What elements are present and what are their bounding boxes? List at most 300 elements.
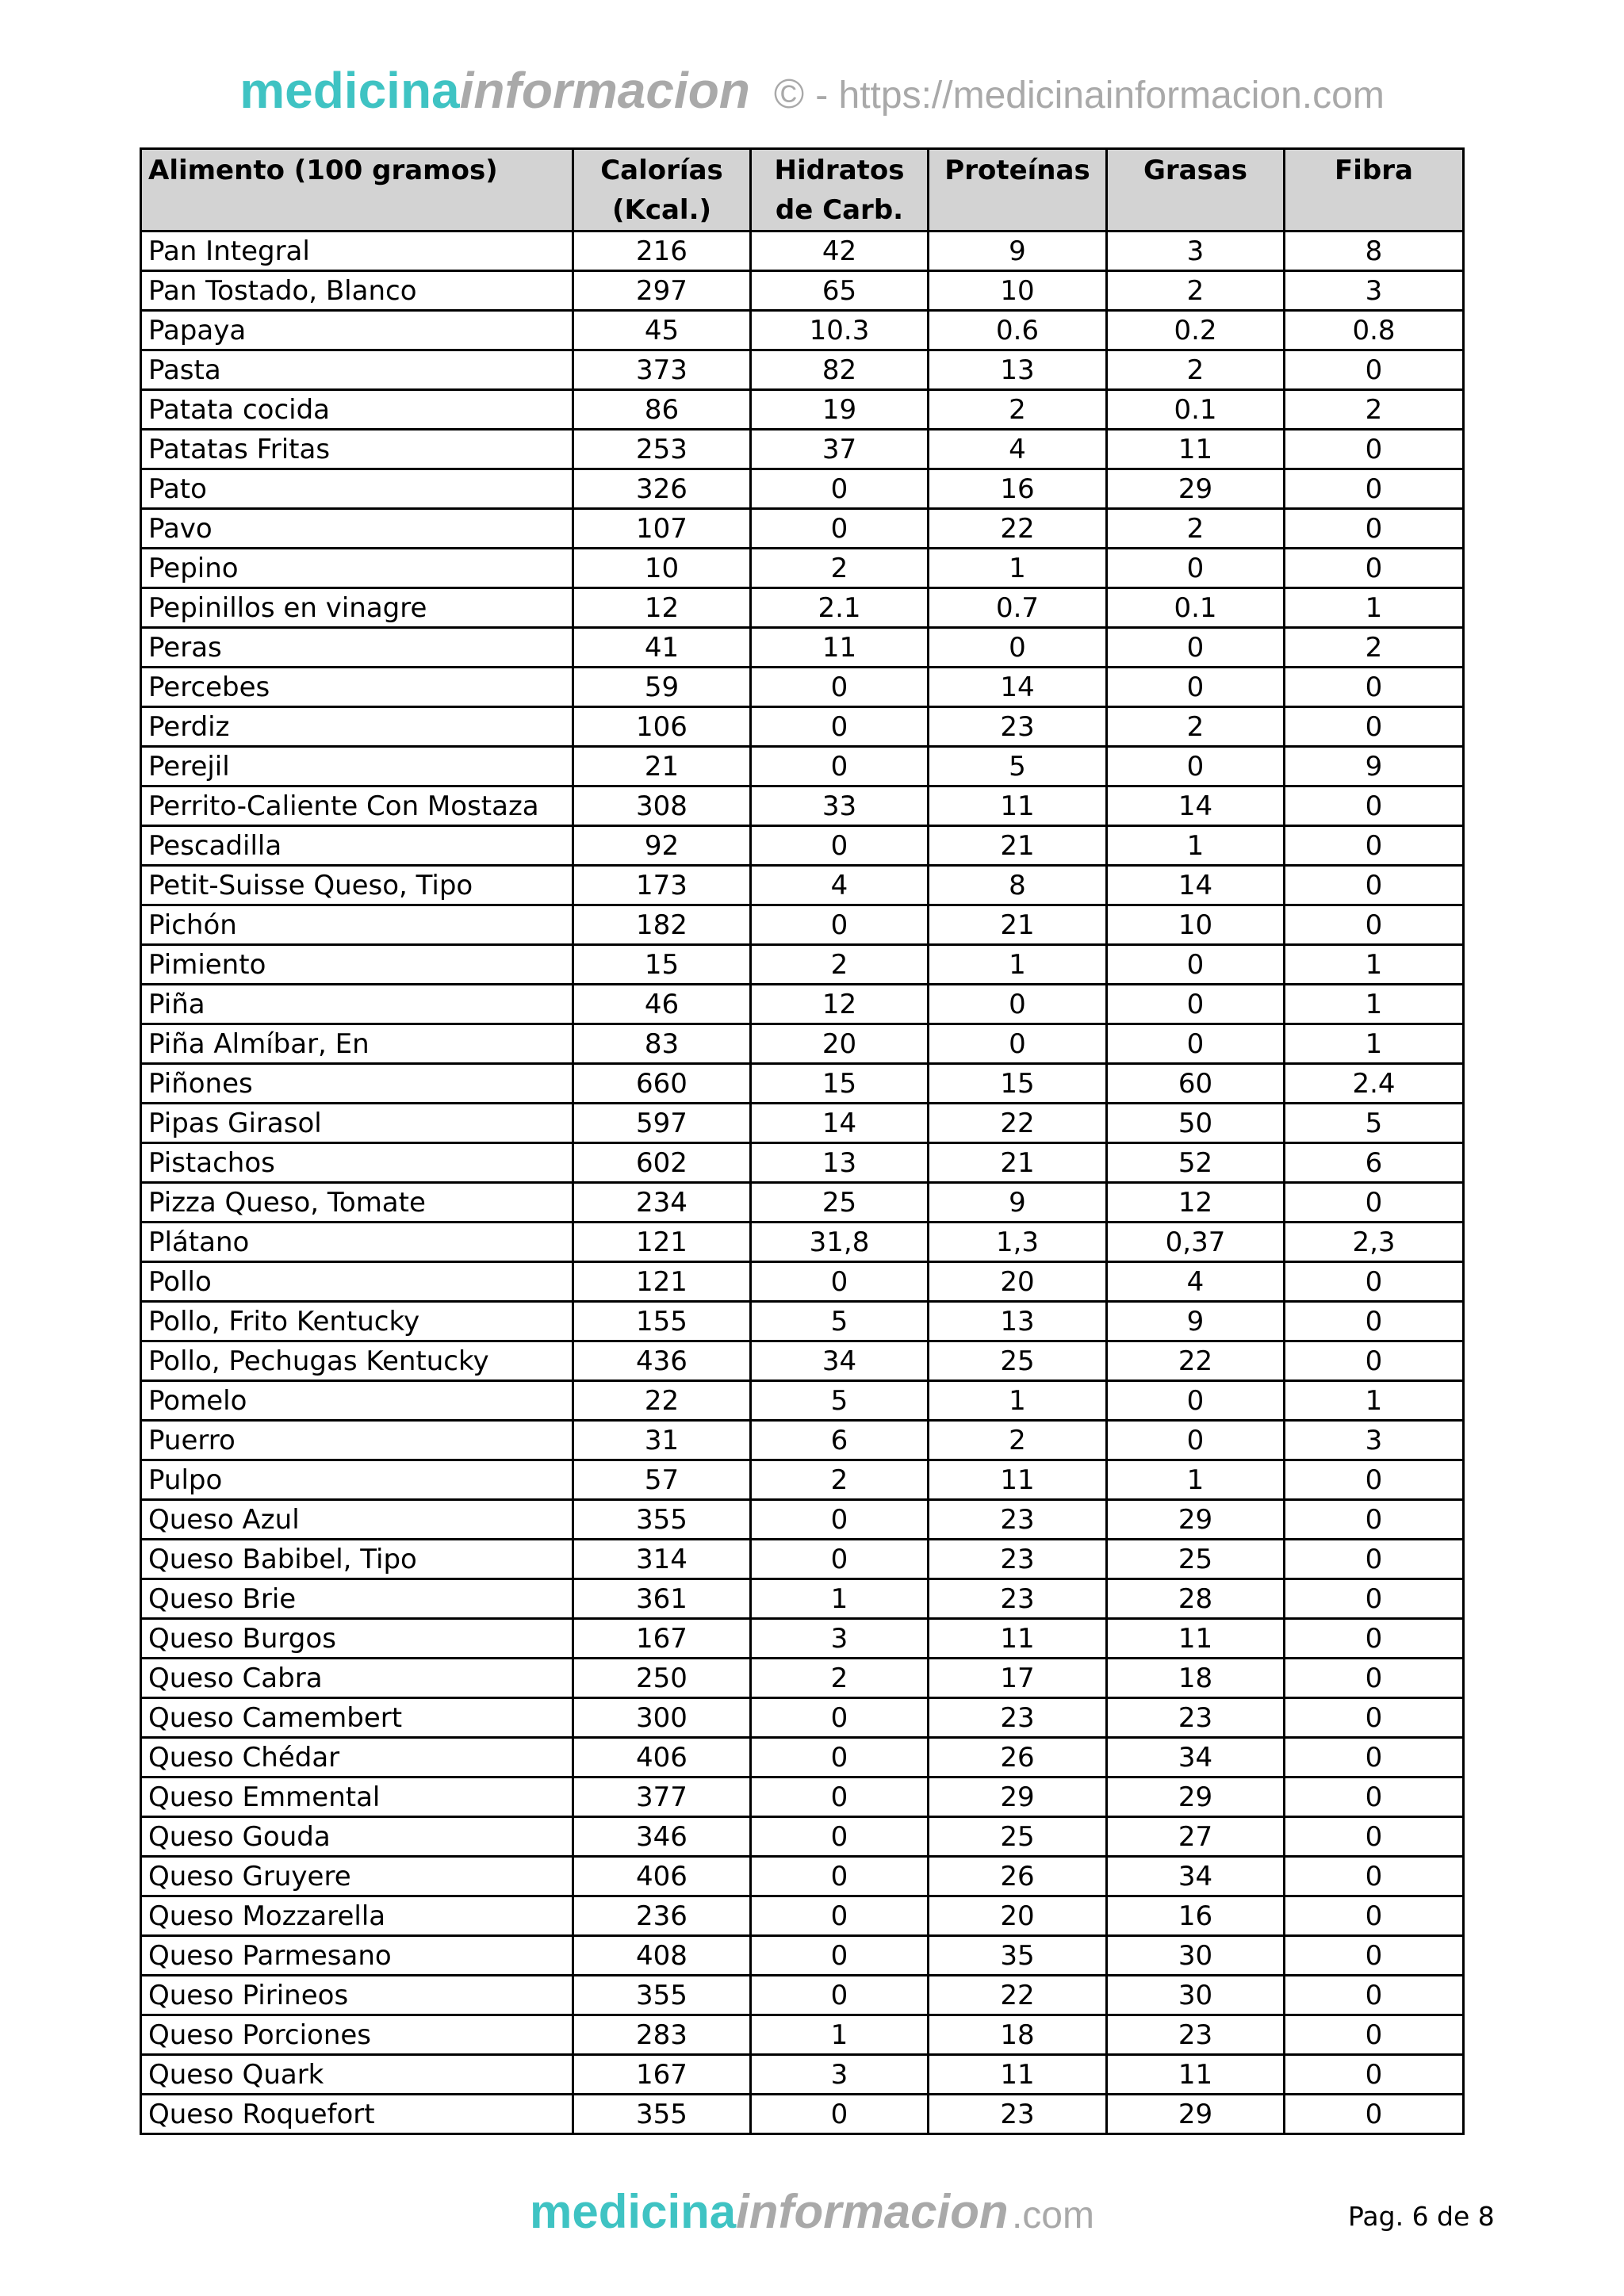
food-name-cell: Pomelo [141, 1381, 573, 1421]
fiber-cell: 0 [1285, 2095, 1464, 2134]
table-row [141, 1064, 1464, 1104]
fiber-cell: 0 [1285, 1698, 1464, 1738]
carbs-cell: 3 [751, 2055, 929, 2095]
protein-cell: 4 [929, 430, 1107, 469]
food-name-cell: Queso Brie [141, 1579, 573, 1619]
calories-cell: 22 [573, 1381, 751, 1421]
protein-cell: 22 [929, 1104, 1107, 1143]
carbs-cell: 34 [751, 1341, 929, 1381]
food-name-cell: Queso Gouda [141, 1817, 573, 1857]
fat-cell: 29 [1107, 1777, 1285, 1817]
fat-cell: 0 [1107, 549, 1285, 588]
food-name-cell: Pimiento [141, 945, 573, 985]
food-name-cell: Pato [141, 469, 573, 509]
calories-cell: 355 [573, 2095, 751, 2134]
table-row [141, 1262, 1464, 1302]
calories-cell: 297 [573, 271, 751, 311]
carbs-cell: 0 [751, 1262, 929, 1302]
protein-cell: 11 [929, 786, 1107, 826]
calories-cell: 45 [573, 311, 751, 350]
fat-cell: 1 [1107, 1460, 1285, 1500]
table-row [141, 430, 1464, 469]
protein-cell: 11 [929, 2055, 1107, 2095]
fat-cell: 2 [1107, 707, 1285, 747]
fiber-cell: 0 [1285, 1540, 1464, 1579]
fat-cell: 11 [1107, 1619, 1285, 1659]
calories-cell: 326 [573, 469, 751, 509]
protein-cell: 26 [929, 1857, 1107, 1896]
fat-cell: 0.1 [1107, 588, 1285, 628]
table-row [141, 390, 1464, 430]
header-calories: Calorías (Kcal.) [573, 149, 751, 232]
protein-cell: 1 [929, 945, 1107, 985]
table-row [141, 509, 1464, 549]
food-name-cell: Queso Porciones [141, 2015, 573, 2055]
fat-cell: 23 [1107, 2015, 1285, 2055]
fiber-cell: 8 [1285, 232, 1464, 271]
carbs-cell: 0 [751, 1857, 929, 1896]
copyright-symbol: © [773, 71, 805, 117]
footer-brand-primary: medicina [530, 2185, 737, 2238]
carbs-cell: 0 [751, 1698, 929, 1738]
protein-cell: 1 [929, 1381, 1107, 1421]
fiber-cell: 9 [1285, 747, 1464, 786]
fat-cell: 0 [1107, 628, 1285, 668]
carbs-cell: 0 [751, 509, 929, 549]
food-name-cell: Perrito-Caliente Con Mostaza [141, 786, 573, 826]
carbs-cell: 0 [751, 905, 929, 945]
table-row [141, 668, 1464, 707]
brand-secondary: informacion [459, 62, 750, 119]
fat-cell: 30 [1107, 1976, 1285, 2015]
table-row [141, 945, 1464, 985]
fiber-cell: 3 [1285, 1421, 1464, 1460]
fiber-cell: 0 [1285, 2055, 1464, 2095]
fiber-cell: 0 [1285, 1183, 1464, 1223]
food-name-cell: Queso Camembert [141, 1698, 573, 1738]
protein-cell: 23 [929, 1579, 1107, 1619]
protein-cell: 2 [929, 390, 1107, 430]
table-header-row [141, 149, 1464, 232]
table-row [141, 311, 1464, 350]
calories-cell: 92 [573, 826, 751, 866]
calories-cell: 216 [573, 232, 751, 271]
protein-cell: 26 [929, 1738, 1107, 1777]
fiber-cell: 1 [1285, 945, 1464, 985]
calories-cell: 107 [573, 509, 751, 549]
fat-cell: 34 [1107, 1738, 1285, 1777]
carbs-cell: 19 [751, 390, 929, 430]
calories-cell: 308 [573, 786, 751, 826]
fiber-cell: 0 [1285, 1976, 1464, 2015]
food-name-cell: Queso Azul [141, 1500, 573, 1540]
protein-cell: 5 [929, 747, 1107, 786]
fat-cell: 0 [1107, 747, 1285, 786]
protein-cell: 17 [929, 1659, 1107, 1698]
calories-cell: 250 [573, 1659, 751, 1698]
fat-cell: 11 [1107, 2055, 1285, 2095]
food-name-cell: Patatas Fritas [141, 430, 573, 469]
protein-cell: 15 [929, 1064, 1107, 1104]
table-row [141, 1619, 1464, 1659]
calories-cell: 83 [573, 1024, 751, 1064]
protein-cell: 23 [929, 2095, 1107, 2134]
protein-cell: 21 [929, 1143, 1107, 1183]
fiber-cell: 1 [1285, 1381, 1464, 1421]
table-row [141, 549, 1464, 588]
fat-cell: 2 [1107, 271, 1285, 311]
table-row [141, 1540, 1464, 1579]
food-name-cell: Queso Pirineos [141, 1976, 573, 2015]
food-name-cell: Piñones [141, 1064, 573, 1104]
calories-cell: 182 [573, 905, 751, 945]
fiber-cell: 0 [1285, 1341, 1464, 1381]
carbs-cell: 0 [751, 469, 929, 509]
carbs-cell: 0 [751, 1777, 929, 1817]
calories-cell: 602 [573, 1143, 751, 1183]
calories-cell: 121 [573, 1223, 751, 1262]
carbs-cell: 0 [751, 1896, 929, 1936]
table-row [141, 1024, 1464, 1064]
fat-cell: 52 [1107, 1143, 1285, 1183]
fat-cell: 2 [1107, 509, 1285, 549]
table-row [141, 786, 1464, 826]
carbs-cell: 2 [751, 945, 929, 985]
carbs-cell: 0 [751, 668, 929, 707]
carbs-cell: 0 [751, 1738, 929, 1777]
protein-cell: 9 [929, 1183, 1107, 1223]
fat-cell: 50 [1107, 1104, 1285, 1143]
protein-cell: 9 [929, 232, 1107, 271]
calories-cell: 167 [573, 2055, 751, 2095]
site-url: - https://medicinainformacion.com [815, 75, 1385, 117]
carbs-cell: 0 [751, 826, 929, 866]
calories-cell: 86 [573, 390, 751, 430]
food-name-cell: Pepino [141, 549, 573, 588]
food-name-cell: Queso Quark [141, 2055, 573, 2095]
fat-cell: 12 [1107, 1183, 1285, 1223]
table-row [141, 2015, 1464, 2055]
fiber-cell: 1 [1285, 985, 1464, 1024]
header-fiber: Fibra [1285, 149, 1464, 232]
food-name-cell: Pepinillos en vinagre [141, 588, 573, 628]
fiber-cell: 0 [1285, 1896, 1464, 1936]
calories-cell: 361 [573, 1579, 751, 1619]
fat-cell: 0 [1107, 1421, 1285, 1460]
food-name-cell: Queso Babibel, Tipo [141, 1540, 573, 1579]
food-name-cell: Plátano [141, 1223, 573, 1262]
food-name-cell: Piña Almíbar, En [141, 1024, 573, 1064]
calories-cell: 15 [573, 945, 751, 985]
food-name-cell: Queso Gruyere [141, 1857, 573, 1896]
calories-cell: 314 [573, 1540, 751, 1579]
calories-cell: 253 [573, 430, 751, 469]
carbs-cell: 11 [751, 628, 929, 668]
carbs-cell: 82 [751, 350, 929, 390]
fat-cell: 60 [1107, 1064, 1285, 1104]
protein-cell: 20 [929, 1262, 1107, 1302]
food-name-cell: Peras [141, 628, 573, 668]
fat-cell: 30 [1107, 1936, 1285, 1976]
fiber-cell: 0 [1285, 430, 1464, 469]
footer-brand-suffix: .com [1011, 2195, 1094, 2237]
carbs-cell: 2 [751, 1659, 929, 1698]
protein-cell: 25 [929, 1817, 1107, 1857]
carbs-cell: 12 [751, 985, 929, 1024]
fat-cell: 29 [1107, 469, 1285, 509]
carbs-cell: 0 [751, 747, 929, 786]
calories-cell: 121 [573, 1262, 751, 1302]
protein-cell: 2 [929, 1421, 1107, 1460]
carbs-cell: 65 [751, 271, 929, 311]
fiber-cell: 0 [1285, 668, 1464, 707]
table-row [141, 1381, 1464, 1421]
table-row [141, 271, 1464, 311]
table-row [141, 826, 1464, 866]
fat-cell: 10 [1107, 905, 1285, 945]
food-name-cell: Queso Parmesano [141, 1936, 573, 1976]
table-row [141, 1579, 1464, 1619]
carbs-cell: 31,8 [751, 1223, 929, 1262]
carbs-cell: 15 [751, 1064, 929, 1104]
fat-cell: 27 [1107, 1817, 1285, 1857]
protein-cell: 11 [929, 1619, 1107, 1659]
carbs-cell: 2 [751, 1460, 929, 1500]
food-name-cell: Patata cocida [141, 390, 573, 430]
table-row [141, 707, 1464, 747]
food-name-cell: Petit-Suisse Queso, Tipo [141, 866, 573, 905]
calories-cell: 436 [573, 1341, 751, 1381]
protein-cell: 0.7 [929, 588, 1107, 628]
calories-cell: 355 [573, 1500, 751, 1540]
fiber-cell: 0 [1285, 1619, 1464, 1659]
calories-cell: 408 [573, 1936, 751, 1976]
calories-cell: 167 [573, 1619, 751, 1659]
fiber-cell: 0 [1285, 866, 1464, 905]
carbs-cell: 0 [751, 1817, 929, 1857]
header-carbs: Hidratos de Carb. [751, 149, 929, 232]
table-body [141, 232, 1464, 2134]
carbs-cell: 0 [751, 2095, 929, 2134]
table-row [141, 350, 1464, 390]
fiber-cell: 0 [1285, 707, 1464, 747]
footer-brand-secondary: informacion [736, 2185, 1009, 2238]
calories-cell: 660 [573, 1064, 751, 1104]
table-row [141, 1976, 1464, 2015]
fiber-cell: 0.8 [1285, 311, 1464, 350]
calories-cell: 106 [573, 707, 751, 747]
food-name-cell: Pescadilla [141, 826, 573, 866]
food-name-cell: Pasta [141, 350, 573, 390]
table-row [141, 1341, 1464, 1381]
page-header [0, 62, 1624, 119]
table-row [141, 1421, 1464, 1460]
table-row [141, 1777, 1464, 1817]
table-row [141, 1896, 1464, 1936]
carbs-cell: 10.3 [751, 311, 929, 350]
fat-cell: 18 [1107, 1659, 1285, 1698]
calories-cell: 59 [573, 668, 751, 707]
food-name-cell: Pan Integral [141, 232, 573, 271]
protein-cell: 22 [929, 1976, 1107, 2015]
food-name-cell: Pistachos [141, 1143, 573, 1183]
carbs-cell: 6 [751, 1421, 929, 1460]
fat-cell: 0.2 [1107, 311, 1285, 350]
fat-cell: 11 [1107, 430, 1285, 469]
protein-cell: 18 [929, 2015, 1107, 2055]
page-number: Pag. 6 de 8 [1348, 2201, 1495, 2232]
fat-cell: 23 [1107, 1698, 1285, 1738]
protein-cell: 23 [929, 1540, 1107, 1579]
food-name-cell: Perdiz [141, 707, 573, 747]
food-name-cell: Queso Chédar [141, 1738, 573, 1777]
fat-cell: 0 [1107, 985, 1285, 1024]
calories-cell: 236 [573, 1896, 751, 1936]
carbs-cell: 14 [751, 1104, 929, 1143]
fat-cell: 29 [1107, 1500, 1285, 1540]
carbs-cell: 0 [751, 707, 929, 747]
calories-cell: 31 [573, 1421, 751, 1460]
fat-cell: 0 [1107, 668, 1285, 707]
food-name-cell: Piña [141, 985, 573, 1024]
protein-cell: 14 [929, 668, 1107, 707]
carbs-cell: 2.1 [751, 588, 929, 628]
calories-cell: 12 [573, 588, 751, 628]
calories-cell: 346 [573, 1817, 751, 1857]
carbs-cell: 0 [751, 1936, 929, 1976]
fiber-cell: 1 [1285, 1024, 1464, 1064]
fat-cell: 0.1 [1107, 390, 1285, 430]
protein-cell: 10 [929, 271, 1107, 311]
carbs-cell: 13 [751, 1143, 929, 1183]
calories-cell: 155 [573, 1302, 751, 1341]
protein-cell: 11 [929, 1460, 1107, 1500]
calories-cell: 234 [573, 1183, 751, 1223]
table-row [141, 1936, 1464, 1976]
carbs-cell: 20 [751, 1024, 929, 1064]
fat-cell: 34 [1107, 1857, 1285, 1896]
fat-cell: 2 [1107, 350, 1285, 390]
calories-cell: 355 [573, 1976, 751, 2015]
calories-cell: 373 [573, 350, 751, 390]
carbs-cell: 0 [751, 1976, 929, 2015]
food-name-cell: Queso Roquefort [141, 2095, 573, 2134]
calories-cell: 41 [573, 628, 751, 668]
fat-cell: 29 [1107, 2095, 1285, 2134]
protein-cell: 13 [929, 1302, 1107, 1341]
fiber-cell: 1 [1285, 588, 1464, 628]
table-row [141, 985, 1464, 1024]
carbs-cell: 5 [751, 1302, 929, 1341]
protein-cell: 1 [929, 549, 1107, 588]
fat-cell: 28 [1107, 1579, 1285, 1619]
protein-cell: 20 [929, 1896, 1107, 1936]
fat-cell: 14 [1107, 866, 1285, 905]
calories-cell: 283 [573, 2015, 751, 2055]
fiber-cell: 0 [1285, 1500, 1464, 1540]
fiber-cell: 0 [1285, 1579, 1464, 1619]
fiber-cell: 0 [1285, 549, 1464, 588]
fat-cell: 1 [1107, 826, 1285, 866]
calories-cell: 377 [573, 1777, 751, 1817]
food-name-cell: Pavo [141, 509, 573, 549]
table-row [141, 1183, 1464, 1223]
fat-cell: 0 [1107, 1024, 1285, 1064]
protein-cell: 0 [929, 628, 1107, 668]
table-row [141, 1460, 1464, 1500]
table-row [141, 469, 1464, 509]
fiber-cell: 0 [1285, 786, 1464, 826]
protein-cell: 0.6 [929, 311, 1107, 350]
table-row [141, 1302, 1464, 1341]
fat-cell: 16 [1107, 1896, 1285, 1936]
table-row [141, 232, 1464, 271]
table-row [141, 1104, 1464, 1143]
protein-cell: 29 [929, 1777, 1107, 1817]
protein-cell: 21 [929, 905, 1107, 945]
food-name-cell: Puerro [141, 1421, 573, 1460]
food-name-cell: Queso Burgos [141, 1619, 573, 1659]
fat-cell: 22 [1107, 1341, 1285, 1381]
fat-cell: 0,37 [1107, 1223, 1285, 1262]
table-row [141, 866, 1464, 905]
table-row [141, 747, 1464, 786]
table-row [141, 1500, 1464, 1540]
fiber-cell: 3 [1285, 271, 1464, 311]
carbs-cell: 42 [751, 232, 929, 271]
food-name-cell: Pipas Girasol [141, 1104, 573, 1143]
fiber-cell: 0 [1285, 1857, 1464, 1896]
header-fat: Grasas [1107, 149, 1285, 232]
protein-cell: 23 [929, 707, 1107, 747]
calories-cell: 21 [573, 747, 751, 786]
fat-cell: 25 [1107, 1540, 1285, 1579]
fiber-cell: 0 [1285, 1936, 1464, 1976]
calories-cell: 57 [573, 1460, 751, 1500]
food-name-cell: Queso Mozzarella [141, 1896, 573, 1936]
food-name-cell: Percebes [141, 668, 573, 707]
fiber-cell: 2,3 [1285, 1223, 1464, 1262]
fiber-cell: 2 [1285, 628, 1464, 668]
table-row [141, 2095, 1464, 2134]
fat-cell: 14 [1107, 786, 1285, 826]
protein-cell: 0 [929, 985, 1107, 1024]
table-row [141, 1659, 1464, 1698]
header-food: Alimento (100 gramos) [141, 149, 573, 232]
fiber-cell: 0 [1285, 1777, 1464, 1817]
table-row [141, 2055, 1464, 2095]
carbs-cell: 37 [751, 430, 929, 469]
food-name-cell: Queso Emmental [141, 1777, 573, 1817]
fiber-cell: 0 [1285, 905, 1464, 945]
calories-cell: 300 [573, 1698, 751, 1738]
food-name-cell: Pan Tostado, Blanco [141, 271, 573, 311]
food-name-cell: Perejil [141, 747, 573, 786]
food-name-cell: Pulpo [141, 1460, 573, 1500]
food-name-cell: Pizza Queso, Tomate [141, 1183, 573, 1223]
fiber-cell: 0 [1285, 2015, 1464, 2055]
carbs-cell: 4 [751, 866, 929, 905]
fiber-cell: 6 [1285, 1143, 1464, 1183]
fiber-cell: 0 [1285, 1460, 1464, 1500]
calories-cell: 46 [573, 985, 751, 1024]
carbs-cell: 0 [751, 1500, 929, 1540]
protein-cell: 0 [929, 1024, 1107, 1064]
calories-cell: 10 [573, 549, 751, 588]
fiber-cell: 0 [1285, 1738, 1464, 1777]
fiber-cell: 0 [1285, 1262, 1464, 1302]
food-name-cell: Pollo, Pechugas Kentucky [141, 1341, 573, 1381]
